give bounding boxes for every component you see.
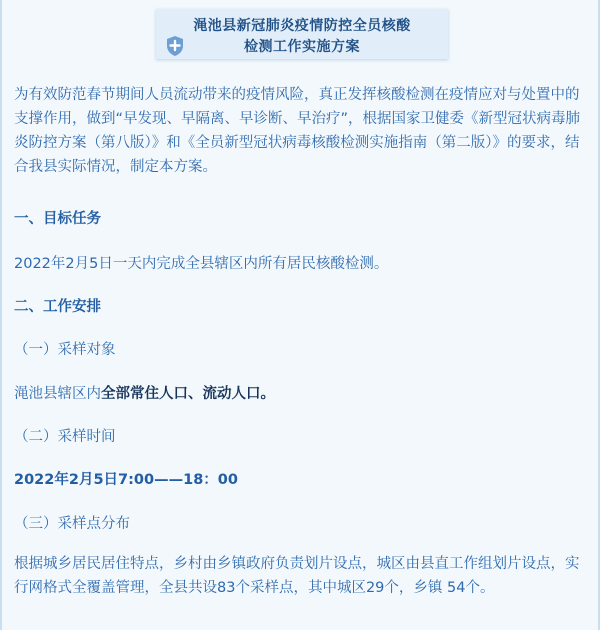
section-1-text: 2022年2月5日一天内完成全县辖区内所有居民核酸检测。	[14, 256, 389, 272]
subsection-1-heading: （一）采样对象	[14, 342, 116, 358]
section-2-heading: 二、工作安排	[14, 299, 101, 315]
scope-bold: 全部常住人口、流动人口。	[101, 386, 275, 402]
title-line-2: 检测工作实施方案	[244, 39, 360, 55]
title-box	[156, 9, 448, 59]
title-line-1: 渑池县新冠肺炎疫情防控全员核酸	[193, 18, 411, 34]
subsection-3-heading: （三）采样点分布	[14, 516, 130, 532]
subsection-2-heading: （二）采样时间	[14, 429, 116, 445]
section-1-heading: 一、目标任务	[14, 211, 101, 227]
left-border	[0, 0, 2, 630]
scope-prefix: 渑池县辖区内	[14, 386, 101, 402]
sampling-distribution-text: 根据城乡居民居住特点，乡村由乡镇政府负责划片设点，城区由县直工作组划片设点，实行网格式全覆盖管理，全县共设83个采样点，其中城区29个，乡镇 54个。	[14, 556, 580, 596]
sampling-target-text	[14, 382, 275, 403]
intro-paragraph: 为有效防范春节期间人员流动带来的疫情风险，真正发挥核酸检测在疫情应对与处置中的支撑作用，做到“早发现、早隔离、早诊断、早治疗”，根据国家卫健委《新型冠状病毒肺炎防控方案（第八版）》和《全员新型冠状病毒核酸检测实施指南（第二版）》的要求，结合我县实际情况，制定本方案。	[14, 87, 581, 175]
sampling-time-text: 2022年2月5日7:00——18：00	[14, 472, 238, 488]
